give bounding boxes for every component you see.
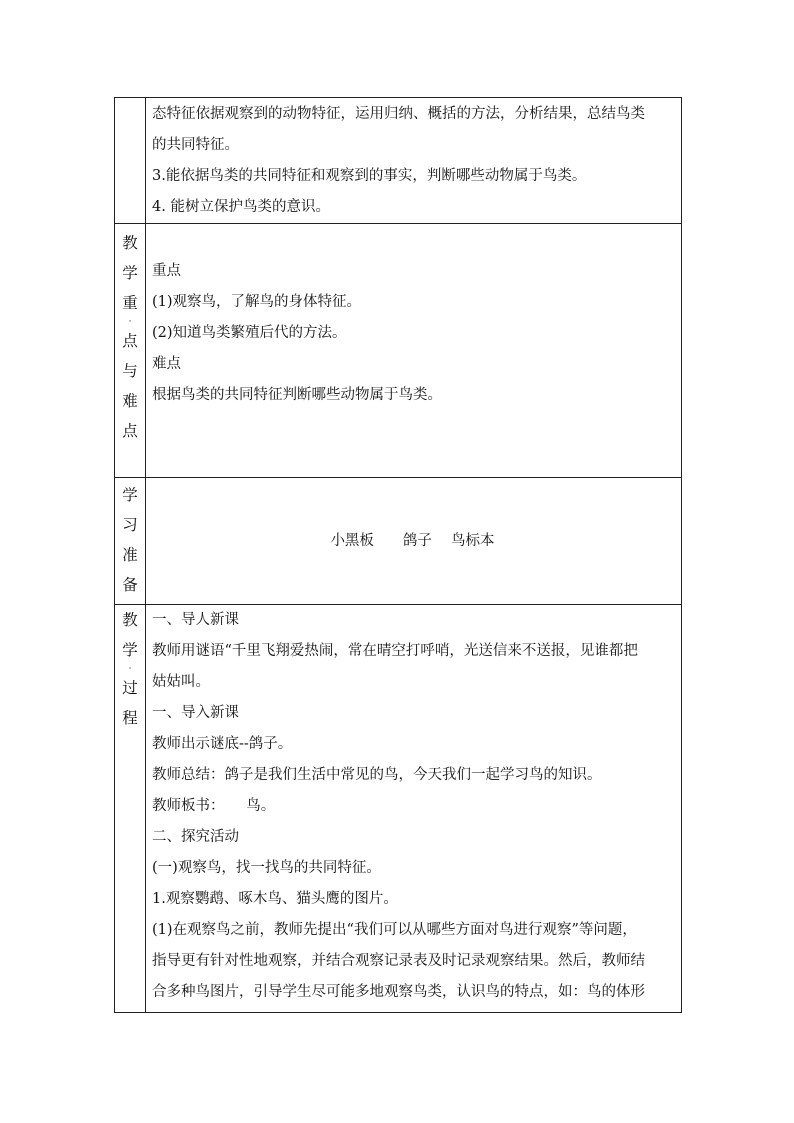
objective-line: 3.能依据鸟类的共同特征和观察到的事实，判断哪些动物属于鸟类。 [152, 168, 587, 184]
process-line: 教师用谜语“千里飞翔爱热闹，常在晴空打呼哨，光送信来不送报，见谁都把 [152, 643, 638, 659]
process-line: 二、探究活动 [152, 829, 239, 845]
process-line: (1)在观察鸟之前，教师先提出“我们可以从哪些方面对鸟进行观察”等问题， [152, 922, 637, 938]
prep-content [146, 478, 682, 605]
process-line: 教师总结：鸽子是我们生活中常见的鸟，今天我们一起学习鸟的知识。 [152, 767, 602, 783]
lesson-plan-table [114, 97, 682, 1013]
zhongdian-item: (2)知道鸟类繁殖后代的方法。 [152, 325, 347, 341]
objective-line: 态特征依据观察到的动物特征，运用归纳、概括的方法，分析结果，总结鸟类 [152, 106, 645, 122]
process-line: 指导更有针对性地观察，并结合观察记录表及时记录观察结果。然后，教师结 [152, 953, 645, 969]
nandian-text: 根据鸟类的共同特征判断哪些动物属于鸟类。 [152, 387, 442, 403]
nandian-heading: 难点 [152, 356, 181, 372]
keypoints-content [146, 224, 682, 478]
zhongdian-item: (1)观察鸟，了解鸟的身体特征。 [152, 294, 362, 310]
objective-line: 4. 能树立保护鸟类的意识。 [152, 199, 330, 215]
prep-row [115, 478, 682, 605]
process-line: 合多种鸟图片，引导学生尽可能多地观察鸟类，认识鸟的特点，如：鸟的体形 [152, 984, 645, 1000]
prep-text: 小黑板 鸽子 鸟标本 [330, 532, 495, 549]
zhongdian-heading: 重点 [152, 263, 181, 279]
process-label: 教 学 · 过 程 [115, 605, 146, 1013]
process-row [115, 605, 682, 1013]
process-line: 一、导入新课 [152, 705, 239, 721]
process-content [146, 605, 682, 1013]
objectives-content [146, 98, 682, 224]
objectives-label-cell [115, 98, 146, 224]
process-line: 一、导人新课 [152, 612, 239, 628]
keypoints-label: 教 学 重 · 点 与 难 点 [115, 224, 146, 478]
process-line: 姑姑叫。 [152, 674, 210, 690]
process-line: (一)观察鸟，找一找鸟的共同特征。 [152, 860, 381, 876]
process-line: 教师出示谜底--鸽子。 [152, 736, 293, 752]
prep-label: 学 习 准 备 [115, 478, 146, 605]
keypoints-row [115, 224, 682, 478]
objectives-row [115, 98, 682, 224]
process-line: 教师板书： 鸟。 [152, 798, 276, 814]
objective-line: 的共同特征。 [152, 137, 239, 153]
process-line: 1.观察鹦鹉、啄木鸟、猫头鹰的图片。 [152, 891, 398, 907]
